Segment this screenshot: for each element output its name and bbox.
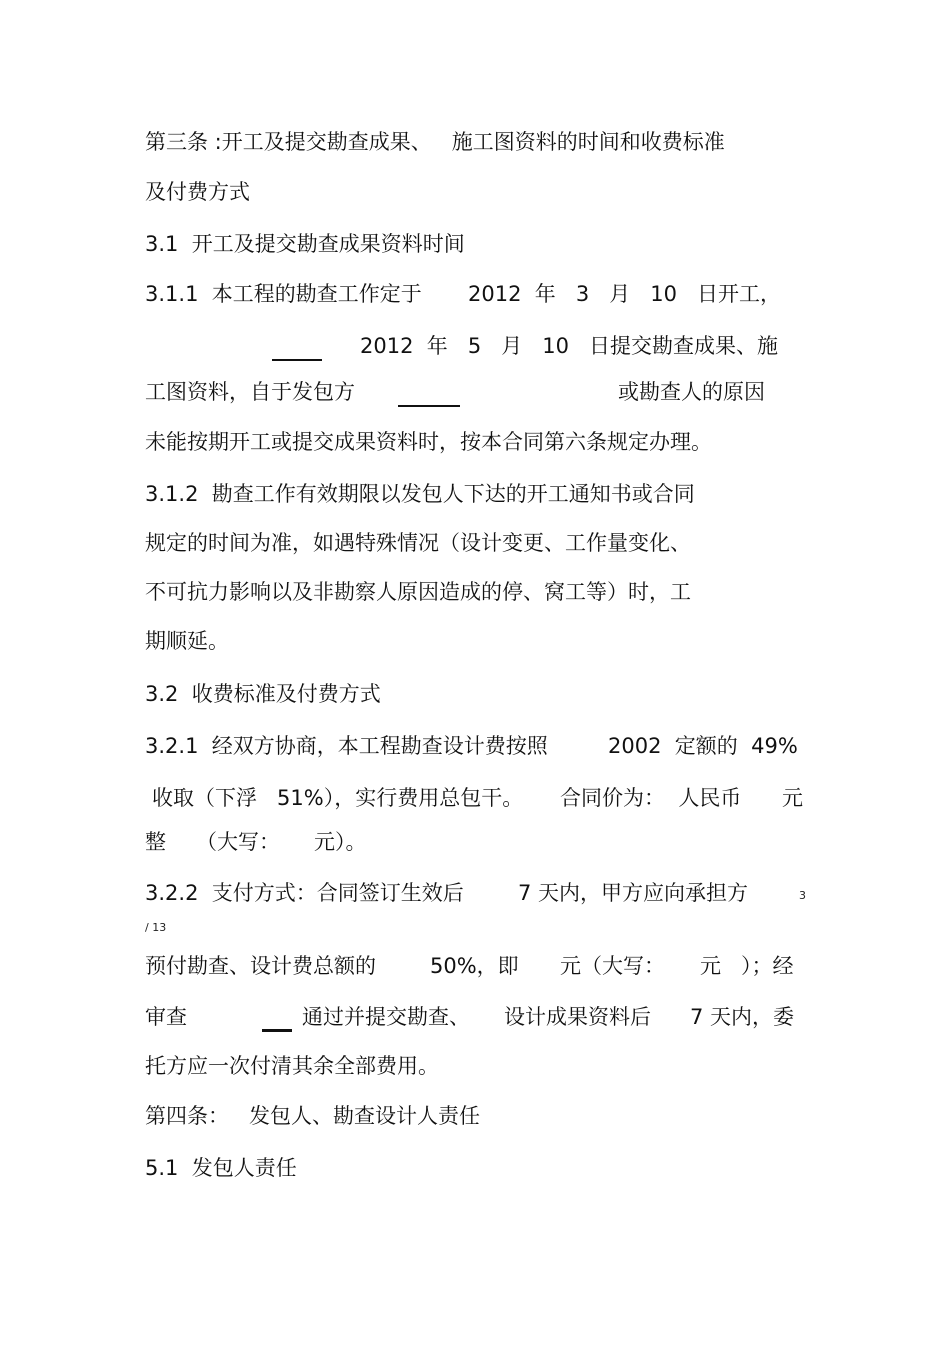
contract-price-unit: 元 [782, 786, 803, 810]
article-4-heading: 第四条： 发包人、勘查设计人责任 [145, 1104, 481, 1128]
clause-3-2-1-line3: 整 [145, 830, 166, 854]
clause-3-2-2-line3-end: 7 天内，委 [690, 1005, 795, 1029]
prepay-words-unit: 元 ）；经 [700, 954, 794, 978]
submit-date: 2012 年 5 月 10 日提交勘查成果、施 [360, 334, 778, 358]
clause-3-2-2-end: 7 天内，甲方应向承担方 [518, 881, 749, 905]
clause-3-2-2-line4: 托方应一次付清其余全部费用。 [145, 1054, 439, 1078]
section-3-1-heading: 3.1 开工及提交勘查成果资料时间 [145, 232, 465, 256]
clause-3-2-2-line3-mid: 通过并提交勘查、 [302, 1005, 470, 1029]
clause-3-1-2-line2: 规定的时间为准，如遇特殊情况（设计变更、工作量变化、 [145, 531, 691, 555]
page-number-current: 3 [799, 889, 806, 902]
clause-3-1-1-line3: 工图资料，自于发包方 [145, 380, 355, 404]
prepay-percent: 50%，即 [430, 954, 519, 978]
clause-3-2-2-line3-mid2: 设计成果资料后 [504, 1005, 651, 1029]
clause-3-1-2-line4: 期顺延。 [145, 629, 229, 653]
amount-in-words-label: （大写： [196, 830, 280, 854]
clause-3-2-2-line2: 预付勘查、设计费总额的 [145, 954, 376, 978]
quota-rate: 2002 定额的 49% [608, 734, 798, 758]
clause-3-1-2-line3: 不可抗力影响以及非勘察人原因造成的停、窝工等）时，工 [145, 580, 691, 604]
clause-3-1-2: 3.1.2 勘查工作有效期限以发包人下达的开工通知书或合同 [145, 482, 695, 506]
blank-underline [272, 340, 322, 368]
clause-3-1-1-line3-end: 或勘查人的原因 [618, 380, 765, 404]
clause-3-2-2: 3.2.2 支付方式：合同签订生效后 [145, 881, 464, 905]
prepay-amount-unit: 元（大写： [560, 954, 665, 978]
page-number-total: / 13 [145, 921, 167, 934]
article-3-heading-cont: 及付费方式 [145, 180, 250, 204]
clause-3-2-1: 3.2.1 经双方协商，本工程勘查设计费按照 [145, 734, 548, 758]
article-3-heading: 第三条 :开工及提交勘查成果、 施工图资料的时间和收费标准 [145, 130, 725, 154]
start-date: 2012 年 3 月 10 日开工， [468, 282, 781, 306]
blank-underline [398, 386, 460, 414]
clause-3-2-1-line2: 收取（下浮 51%），实行费用总包干。 [152, 786, 524, 810]
clause-3-1-1-line4: 未能按期开工或提交成果资料时，按本合同第六条规定办理。 [145, 430, 712, 454]
section-3-2-heading: 3.2 收费标准及付费方式 [145, 682, 381, 706]
blank-underline [262, 1011, 292, 1039]
clause-3-1-1-start: 3.1.1 本工程的勘查工作定于 [145, 282, 422, 306]
contract-price-label: 合同价为： 人民币 [560, 786, 742, 810]
amount-in-words-unit: 元）。 [314, 830, 367, 854]
clause-3-2-2-line3: 审查 [145, 1005, 187, 1029]
section-5-1-heading: 5.1 发包人责任 [145, 1156, 297, 1180]
